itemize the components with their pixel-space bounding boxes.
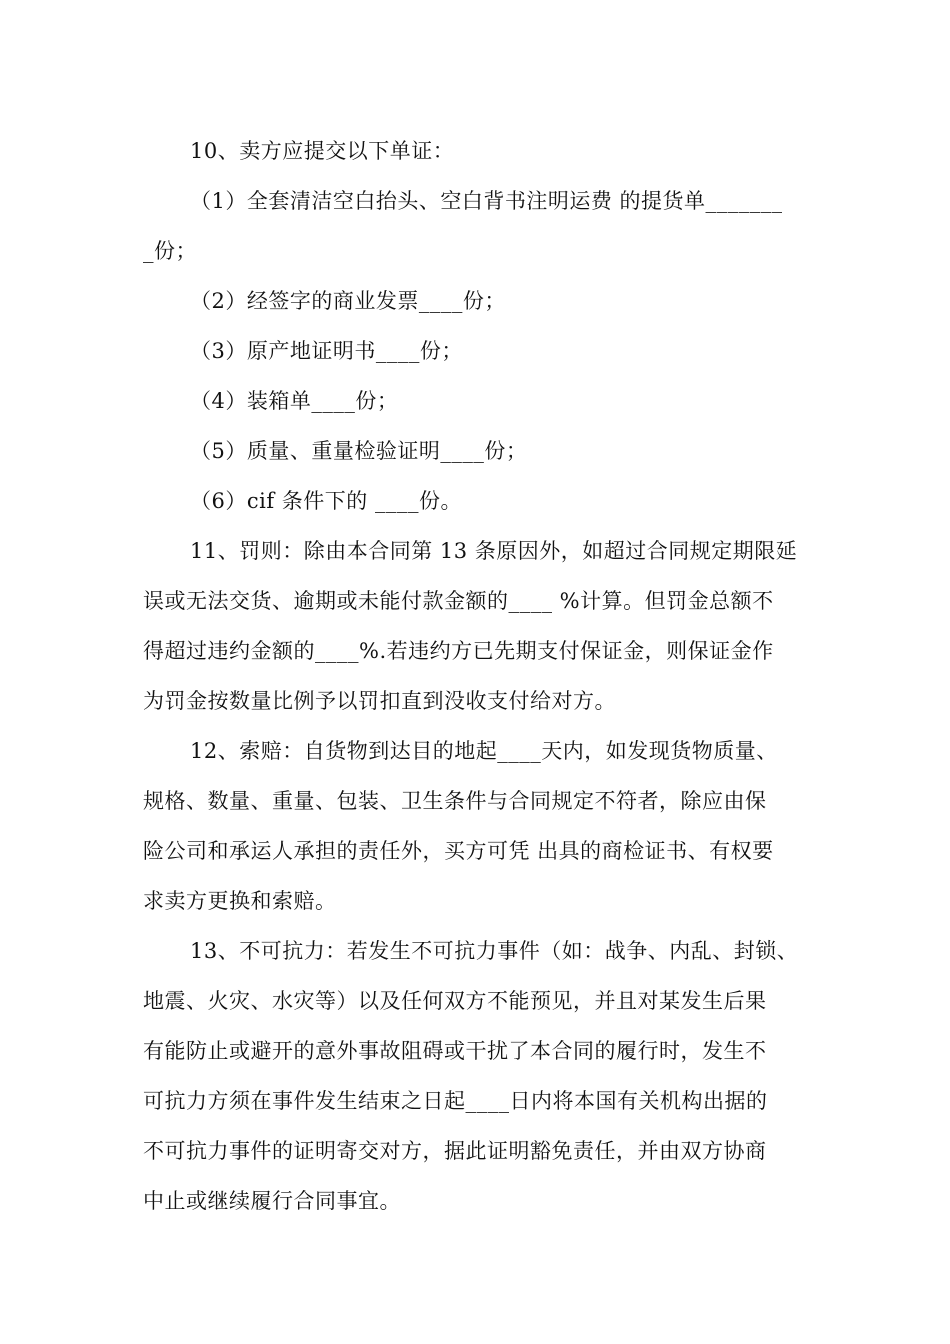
item-6: （6）cif 条件下的 ____份。	[190, 489, 462, 513]
clause-13-line-4: 可抗力方须在事件发生结束之日起____日内将本国有关机构出据的	[143, 1089, 768, 1113]
clause-13-line-2: 地震、火灾、水灾等）以及任何双方不能预见，并且对某发生后果	[143, 989, 767, 1013]
clause-11-line-4: 为罚金按数量比例予以罚扣直到没收支付给对方。	[143, 689, 616, 713]
clause-13-line-6: 中止或继续履行合同事宜。	[143, 1189, 401, 1213]
item-1-line-2: _份；	[143, 239, 197, 263]
clause-11-line-2: 误或无法交货、逾期或未能付款金额的____ %计算。但罚金总额不	[143, 589, 774, 613]
item-1-line-1: （1）全套清洁空白抬头、空白背书注明运费 的提货单_______	[190, 189, 783, 213]
clause-12-line-2: 规格、数量、重量、包装、卫生条件与合同规定不符者，除应由保	[143, 789, 767, 813]
clause-13-line-1: 13、不可抗力：若发生不可抗力事件（如：战争、内乱、封锁、	[190, 939, 799, 963]
item-5: （5）质量、重量检验证明____份；	[190, 439, 528, 463]
clause-11-line-1: 11、罚则：除由本合同第 13 条原因外，如超过合同规定期限延	[190, 539, 798, 563]
clause-11-line-3: 得超过违约金额的____%.若违约方已先期支付保证金，则保证金作	[143, 639, 774, 663]
clause-12-line-1: 12、索赔：自货物到达目的地起____天内，如发现货物质量、	[190, 739, 778, 763]
clause-10-heading: 10、卖方应提交以下单证：	[190, 139, 455, 163]
clause-12-line-4: 求卖方更换和索赔。	[143, 889, 337, 913]
item-2: （2）经签字的商业发票____份；	[190, 289, 506, 313]
item-4: （4）装箱单____份；	[190, 389, 399, 413]
clause-13-line-5: 不可抗力事件的证明寄交对方，据此证明豁免责任，并由双方协商	[143, 1139, 767, 1163]
item-3: （3）原产地证明书____份；	[190, 339, 463, 363]
clause-12-line-3: 险公司和承运人承担的责任外，买方可凭 出具的商检证书、有权要	[143, 839, 774, 863]
clause-13-line-3: 有能防止或避开的意外事故阻碍或干扰了本合同的履行时，发生不	[143, 1039, 767, 1063]
